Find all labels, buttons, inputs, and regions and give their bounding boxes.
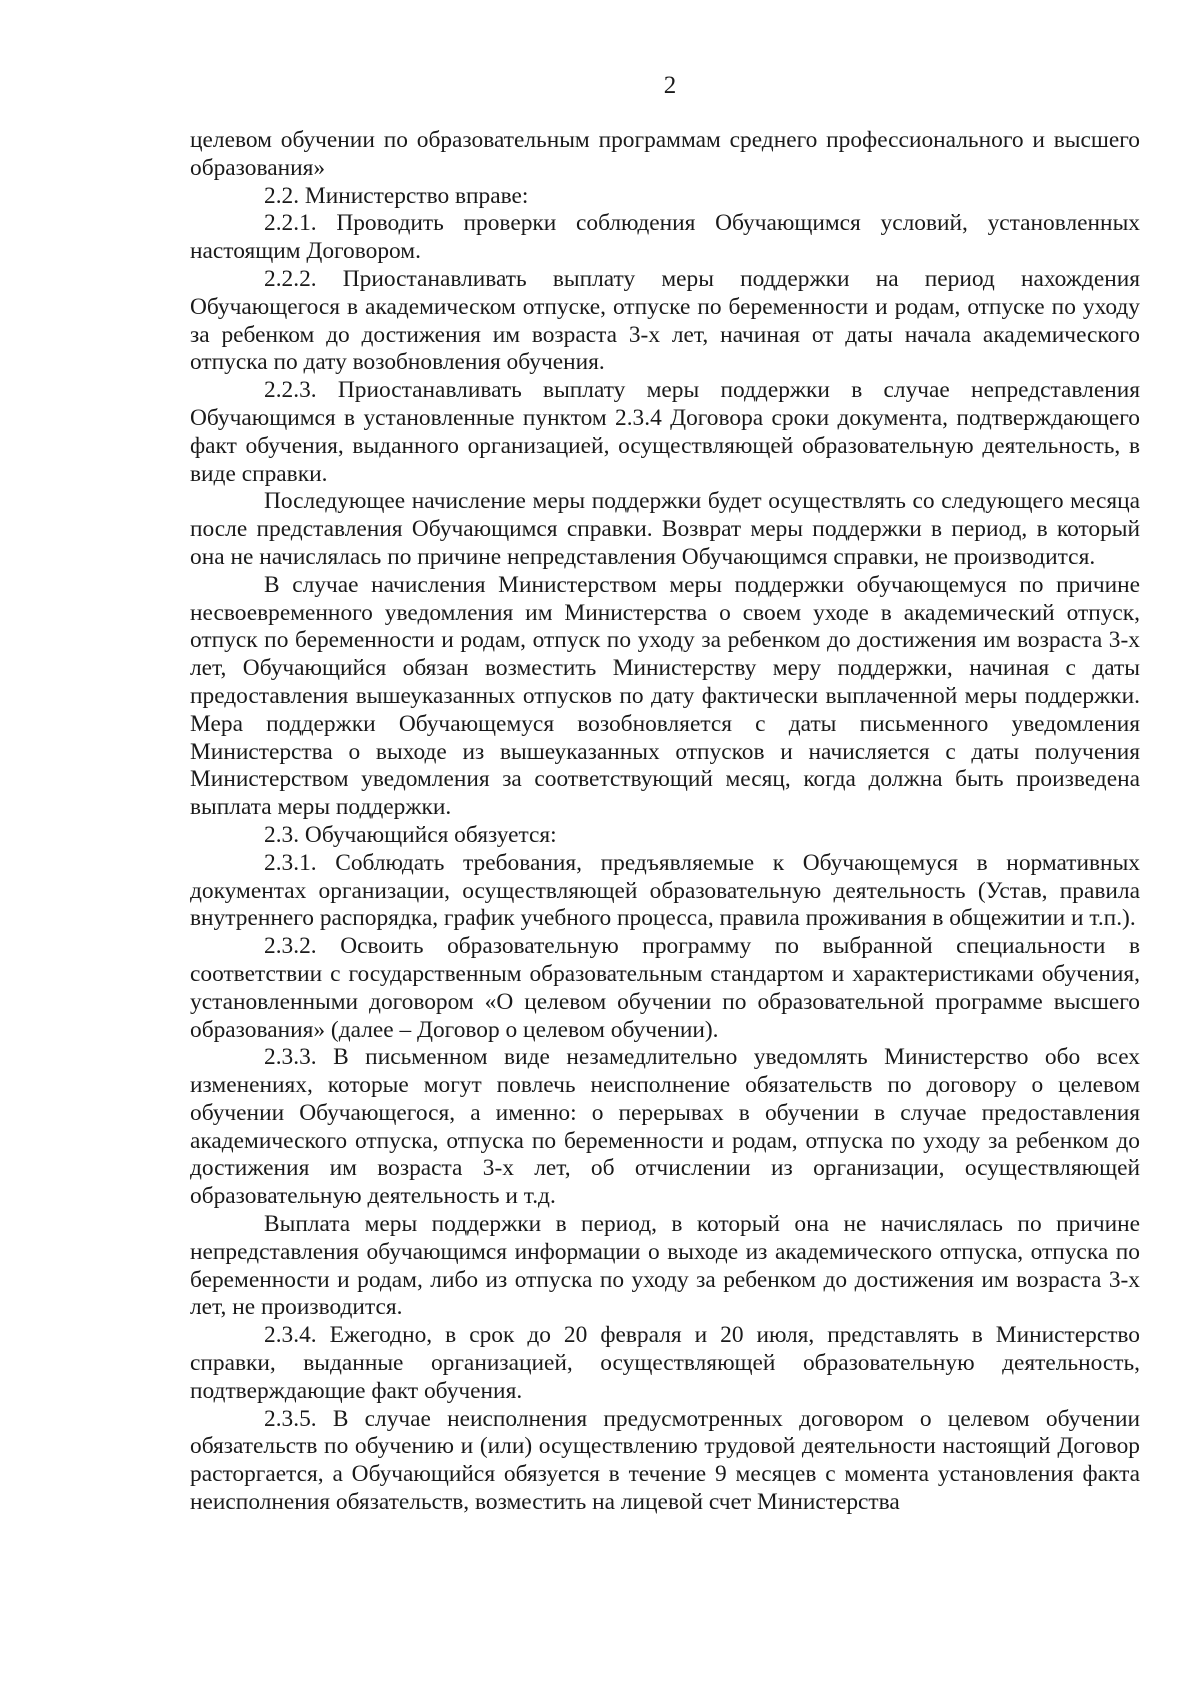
paragraph: 2.2.1. Проводить проверки соблюдения Обучающимся условий, установленных настоящим Договором. [190,210,1140,265]
document-body [190,127,1140,1517]
paragraph: 2.3. Обучающийся обязуется: [264,821,557,848]
paragraph: целевом обучении по образовательным программам среднего профессионального и высшего образования» [190,127,1140,181]
paragraph: 2.2.3. Приостанавливать выплату меры поддержки в случае непредставления Обучающимся в установленные пунктом 2.3.4 Договора сроки документа, подтверждающего факт обучения, выданного организацией, осуществляющей образовательную деятельность, в виде справки. [190,377,1140,487]
paragraph: 2.3.1. Соблюдать требования, предъявляемые к Обучающемуся в нормативных документах организации, осуществляющей образовательную деятельность (Устав, правила внутреннего распорядка, график учебного процесса, правила проживания в общежитии и т.п.). [190,849,1140,932]
paragraph: 2.2.2. Приостанавливать выплату меры поддержки на период нахождения Обучающегося в академическом отпуске, отпуске по беременности и родам, отпуске по уходу за ребенком до достижения им возраста 3-х лет, начиная от даты начала академического отпуска по дату возобновления обучения. [190,265,1140,376]
paragraph: 2.2. Министерство вправе: [264,182,529,209]
paragraph: 2.3.2. Освоить образовательную программу по выбранной специальности в соответствии с государственным образовательным стандартом и характеристиками обучения, установленными договором «О целевом обучении по образовательной программе высшего образования» (далее – Договор о целевом обучении). [190,933,1140,1043]
paragraph: Последующее начисление меры поддержки будет осуществлять со следующего месяца после представления Обучающимся справки. Возврат меры поддержки в период, в который она не начислялась по причине непредставления Обучающимся справки, не производится. [190,488,1140,570]
paragraph: Выплата меры поддержки в период, в который она не начислялась по причине непредставления обучающимся информации о выходе из академического отпуска, отпуска по беременности и родам, либо из отпуска по уходу за ребенком до достижения им возраста 3-х лет, не производится. [190,1211,1140,1321]
page-number: 2 [663,72,677,99]
paragraph: 2.3.3. В письменном виде незамедлительно уведомлять Министерство обо всех изменениях, которые могут повлечь неисполнение обязательств по договору о целевом обучении Обучающегося, а именно: о перерывах в обучении в случае предоставления академического отпуска, отпуска по беременности и родам, отпуска по уходу за ребенком до достижения им возраста 3-х лет, об отчислении из организации, осуществляющей образовательную деятельность и т.д. [190,1044,1140,1210]
paragraph: 2.3.4. Ежегодно, в срок до 20 февраля и 20 июля, представлять в Министерство справки, выданные организацией, осуществляющей образовательную деятельность, подтверждающие факт обучения. [190,1322,1140,1404]
paragraph: В случае начисления Министерством меры поддержки обучающемуся по причине несвоевременного уведомления им Министерства о своем уходе в академический отпуск, отпуск по беременности и родам, отпуск по уходу за ребенком до достижения им возраста 3-х лет, Обучающийся обязан возместить Министерству меру поддержки, начиная с даты предоставления вышеуказанных отпусков по дату фактически выплаченной меры поддержки. Мера поддержки Обучающемуся возобновляется с даты письменного уведомления Министерства о выходе из вышеуказанных отпусков и начисляется с даты получения Министерством уведомления за соответствующий месяц, когда должна быть произведена выплата меры поддержки. [190,571,1140,821]
paragraph: 2.3.5. В случае неисполнения предусмотренных договором о целевом обучении обязательств по обучению и (или) осуществлению трудовой деятельности настоящий Договор расторгается, а Обучающийся обязуется в течение 9 месяцев с момента установления факта неисполнения обязательств, возместить на лицевой счет Министерства [190,1405,1140,1516]
